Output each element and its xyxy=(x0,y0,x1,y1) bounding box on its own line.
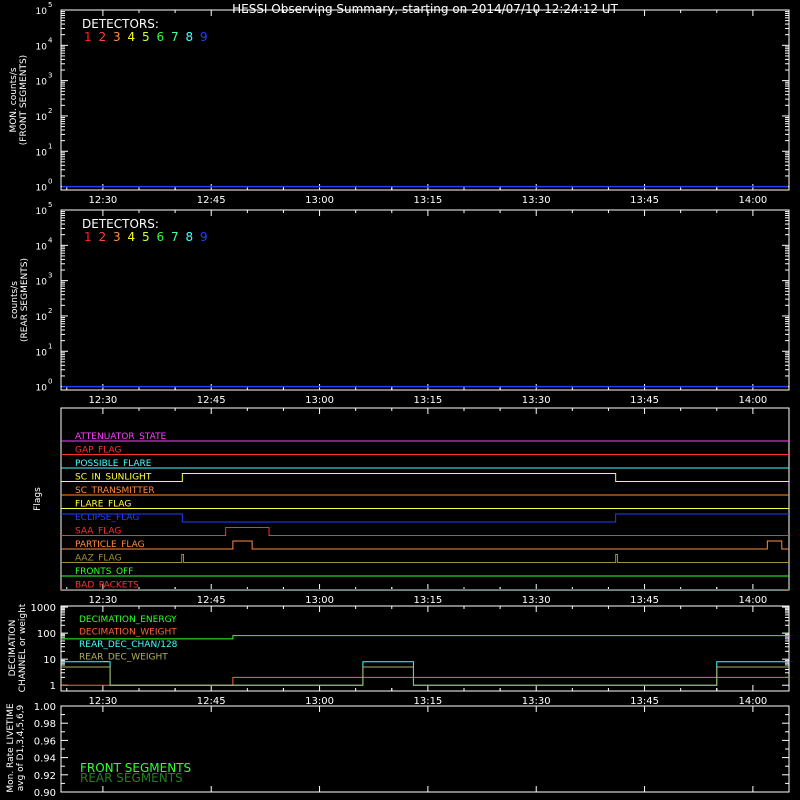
legend-detector-label: 1 xyxy=(84,230,92,244)
x-tick-label: 13:15 xyxy=(413,195,443,206)
x-tick-label: 13:00 xyxy=(305,195,334,206)
decimation-legend-label: DECIMATION_WEIGHT xyxy=(79,627,177,638)
flag-label: SC_IN_SUNLIGHT xyxy=(75,472,152,483)
flag-label: GAP_FLAG xyxy=(75,445,122,456)
y-tick-exponent: 5 xyxy=(48,201,53,209)
y-tick-label: 10 xyxy=(35,77,47,88)
livetime-legend-label: REAR SEGMENTS xyxy=(80,771,183,785)
x-tick-label: 14:00 xyxy=(738,696,768,707)
y-tick-label: 10 xyxy=(35,207,47,217)
legend-title: DETECTORS: xyxy=(82,17,159,31)
x-tick-label: 12:45 xyxy=(196,195,226,206)
y-axis-label: (REAR SEGMENTS) xyxy=(20,257,30,343)
x-tick-label: 12:30 xyxy=(88,395,118,406)
y-axis-label: Mon. Rate LIVETIME xyxy=(6,703,16,793)
x-tick-label: 12:30 xyxy=(88,595,118,606)
y-tick-label: 10 xyxy=(35,112,47,123)
y-tick-label: 1000 xyxy=(30,603,56,615)
legend-detector-label: 4 xyxy=(127,30,136,44)
chart-title: HESSI Observing Summary, starting on 2014/07/10 12:24:12 UT xyxy=(232,2,618,16)
y-tick-exponent: 2 xyxy=(48,306,53,315)
legend-detector-label: 9 xyxy=(200,30,208,44)
flag-label: POSSIBLE_FLARE xyxy=(75,459,152,469)
y-tick-label: 10 xyxy=(35,42,47,53)
y-tick-exponent: 0 xyxy=(48,177,53,186)
y-tick-exponent: 4 xyxy=(48,36,53,45)
x-tick-label: 13:00 xyxy=(305,595,334,606)
legend-detector-label: 4 xyxy=(127,230,136,244)
flag-label: BAD_PACKETS xyxy=(75,580,139,591)
flag-label: SC_TRANSMITTER xyxy=(75,486,155,496)
legend-detector-label: 8 xyxy=(185,30,194,44)
y-axis-label: DECIMATION xyxy=(8,619,18,677)
x-tick-label: 13:30 xyxy=(521,395,551,406)
y-axis-label: Flags xyxy=(33,487,43,511)
legend-detector-label: 3 xyxy=(113,30,121,44)
flag-label: FRONTS_OFF xyxy=(75,567,134,577)
y-axis-label: (FRONT SEGMENTS) xyxy=(19,54,29,146)
x-tick-label: 13:45 xyxy=(630,195,659,206)
flag-label: FLARE_FLAG xyxy=(75,499,132,510)
y-tick-label: 0.92 xyxy=(33,770,56,782)
x-tick-label: 13:15 xyxy=(413,696,443,707)
y-tick-label: 1 xyxy=(49,681,56,693)
legend-detector-label: 9 xyxy=(200,230,208,244)
legend-detector-label: 1 xyxy=(84,30,92,44)
x-tick-label: 13:30 xyxy=(521,696,551,707)
y-tick-label: 0.96 xyxy=(33,736,56,748)
legend-detector-label: 5 xyxy=(142,230,150,244)
legend-detector-label: 2 xyxy=(98,230,107,244)
y-axis-label: CHANNEL or weight xyxy=(18,603,28,693)
x-tick-label: 13:00 xyxy=(305,395,334,406)
x-tick-label: 13:30 xyxy=(521,595,551,606)
legend-detector-label: 3 xyxy=(113,230,121,244)
y-tick-label: 10 xyxy=(35,183,47,194)
y-tick-exponent: 5 xyxy=(48,1,53,9)
livetime-legend-label: FRONT SEGMENTS xyxy=(80,761,192,775)
legend-detector-label: 7 xyxy=(171,230,179,244)
y-tick-exponent: 3 xyxy=(48,271,53,280)
y-tick-exponent: 2 xyxy=(48,106,53,115)
y-tick-label: 10 xyxy=(35,277,47,288)
legend-detector-label: 5 xyxy=(142,30,150,44)
decimation-legend-label: REAR_DEC_WEIGHT xyxy=(79,652,168,663)
y-tick-label: 1.00 xyxy=(33,702,56,713)
decimation-legend-label: DECIMATION_ENERGY xyxy=(79,615,177,625)
y-tick-label: 0.94 xyxy=(33,753,56,765)
y-tick-exponent: 0 xyxy=(48,377,53,386)
y-tick-exponent: 1 xyxy=(48,342,53,351)
y-tick-exponent: 1 xyxy=(48,142,53,151)
y-tick-exponent: 4 xyxy=(48,236,53,245)
x-tick-label: 12:30 xyxy=(88,195,118,206)
y-tick-label: 0.90 xyxy=(33,788,56,799)
y-tick-label: 100 xyxy=(36,629,56,641)
x-tick-label: 14:00 xyxy=(738,395,768,406)
y-axis-label: avg of D1,3,4,5,6,9 xyxy=(16,704,26,792)
x-tick-label: 13:00 xyxy=(305,696,334,707)
y-tick-label: 10 xyxy=(35,148,47,159)
x-tick-label: 12:45 xyxy=(196,395,226,406)
flag-label: SAA_FLAG xyxy=(75,526,122,537)
x-tick-label: 13:30 xyxy=(521,195,551,206)
x-tick-label: 13:45 xyxy=(630,696,659,707)
legend-detector-label: 6 xyxy=(156,30,165,44)
y-axis-label: counts/s xyxy=(10,281,20,319)
x-tick-label: 12:45 xyxy=(196,696,226,707)
flag-label: AAZ_FLAG xyxy=(75,553,122,564)
x-tick-label: 13:45 xyxy=(630,595,659,606)
y-tick-label: 10 xyxy=(35,348,47,359)
decimation-legend-label: REAR_DEC_CHAN/128 xyxy=(79,640,178,650)
flag-label: PARTICLE_FLAG xyxy=(75,540,145,550)
y-tick-label: 10 xyxy=(35,312,47,323)
flag-label: ECLIPSE_FLAG xyxy=(75,513,140,523)
y-axis-label: MON. counts/s xyxy=(9,67,19,133)
x-tick-label: 13:15 xyxy=(413,395,443,406)
legend-detector-label: 8 xyxy=(185,230,194,244)
legend-detector-label: 7 xyxy=(171,30,179,44)
x-tick-label: 14:00 xyxy=(738,595,768,606)
x-tick-label: 12:30 xyxy=(88,696,118,707)
y-tick-label: 10 xyxy=(35,242,47,253)
legend-detector-label: 6 xyxy=(156,230,165,244)
x-tick-label: 13:15 xyxy=(413,595,443,606)
legend-detector-label: 2 xyxy=(98,30,107,44)
legend-title: DETECTORS: xyxy=(82,217,159,231)
y-tick-exponent: 3 xyxy=(48,71,53,80)
y-tick-label: 10 xyxy=(35,7,47,17)
y-tick-label: 10 xyxy=(43,655,56,667)
y-tick-label: 0.98 xyxy=(33,719,56,731)
y-tick-label: 10 xyxy=(35,383,47,394)
x-tick-label: 13:45 xyxy=(630,395,659,406)
flag-label: ATTENUATOR_STATE xyxy=(75,432,167,442)
x-tick-label: 12:45 xyxy=(196,595,226,606)
x-tick-label: 14:00 xyxy=(738,195,768,206)
